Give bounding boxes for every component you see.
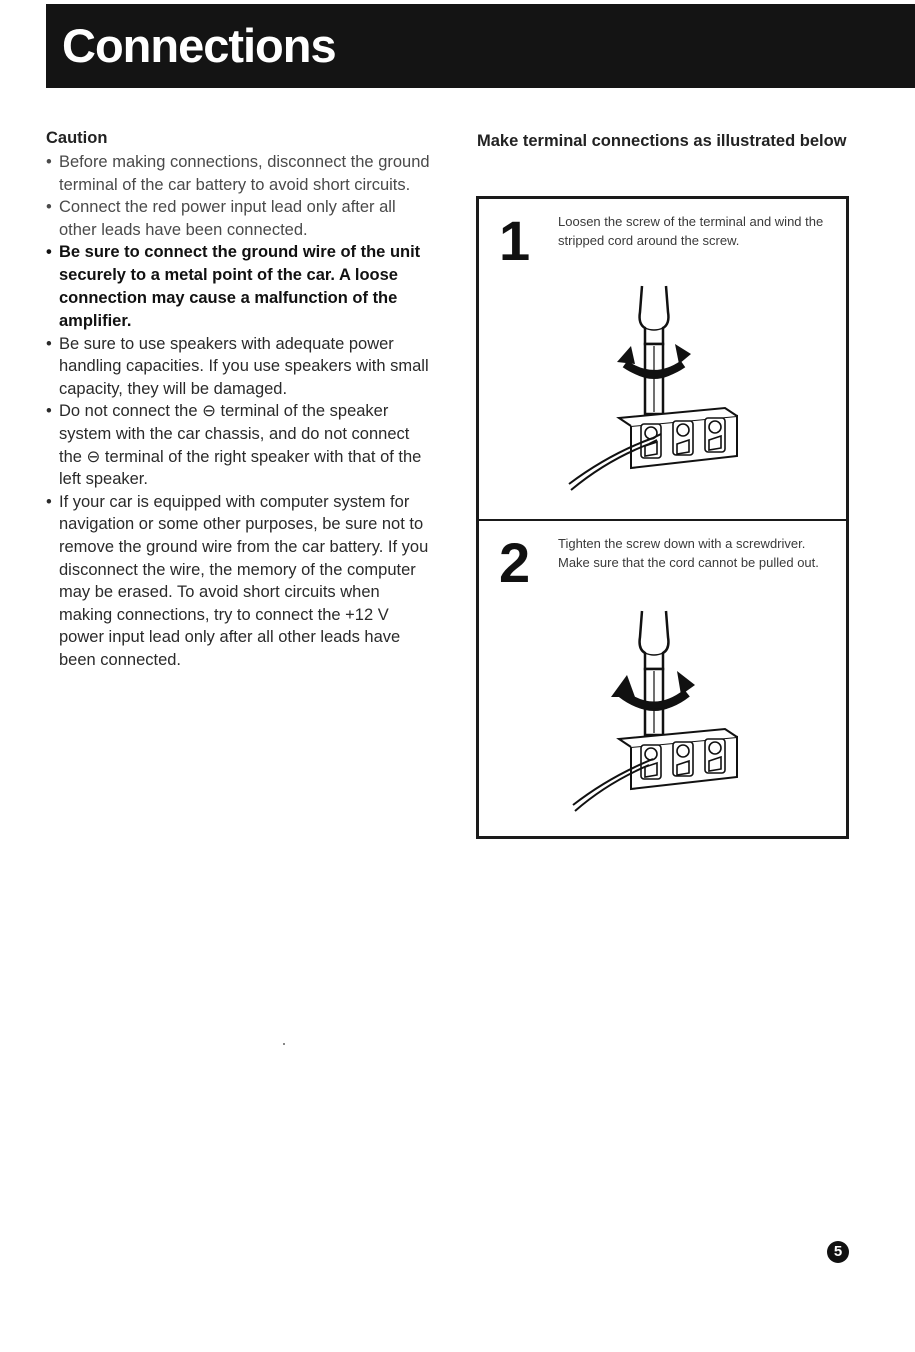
steps-box	[476, 196, 849, 839]
step-text-2: Tighten the screw down with a screwdriver. Make sure that the cord cannot be pulled out.	[558, 536, 819, 570]
caution-item-disconnect-battery: • Before making connections, disconnect the ground terminal of the car battery to avoid short circuits.	[46, 151, 431, 196]
instructions-heading: Make terminal connections as illustrated below	[477, 132, 847, 150]
caution-section	[46, 127, 431, 671]
screwdriver-loosen-illustration	[549, 284, 749, 494]
step-number-2: 2	[499, 531, 531, 594]
instructions-section	[477, 130, 857, 152]
page-number: 5	[827, 1241, 849, 1263]
step-text-1: Loosen the screw of the terminal and wind the stripped cord around the screw.	[558, 214, 824, 248]
page-title: Connections	[62, 19, 336, 72]
scan-speck	[283, 1043, 285, 1045]
caution-item-negative-terminal: • Do not connect the ⊖ terminal of the speaker system with the car chassis, and do not connect the ⊖ terminal of the right speaker with that of the left speaker.	[46, 400, 431, 490]
caution-item-speaker-capacity: • Be sure to use speakers with adequate power handling capacities. If you use speakers with small capacity, they will be damaged.	[46, 333, 431, 401]
caution-item-red-power-lead: • Connect the red power input lead only after all other leads have been connected.	[46, 196, 431, 241]
caution-heading: Caution	[46, 129, 108, 147]
step-divider	[479, 519, 846, 521]
caution-item-ground-wire: • Be sure to connect the ground wire of the unit securely to a metal point of the car. A loose connection may cause a malfunction of the amplifier.	[46, 241, 431, 332]
step-number-1: 1	[499, 209, 531, 272]
screwdriver-tighten-illustration	[549, 609, 749, 819]
caution-list	[46, 151, 431, 671]
caution-item-computer-system: • If your car is equipped with computer system for navigation or some other purposes, be sure not to remove the ground wire from the car battery. If you disconnect the wire, the memory of the computer may be erased. To avoid short circuits when making connections, try to connect the +12 V power input lead only after all other leads have been connected.	[46, 491, 431, 672]
page-header	[46, 4, 915, 88]
